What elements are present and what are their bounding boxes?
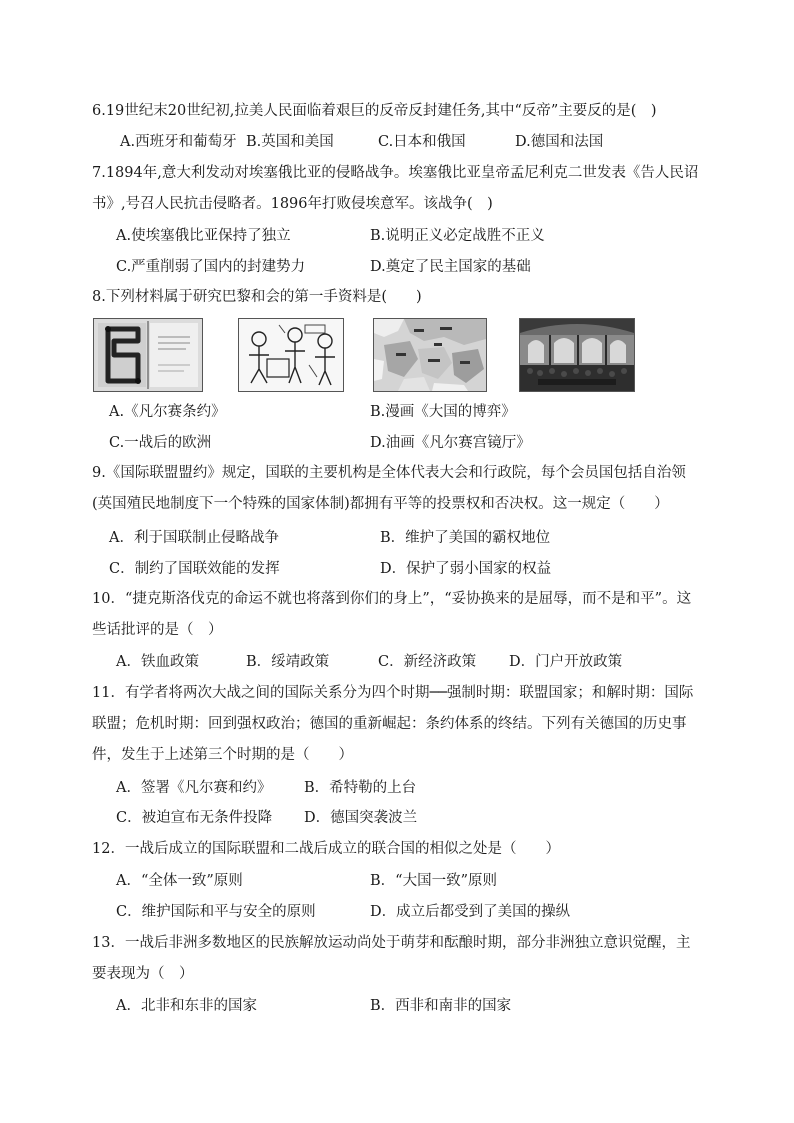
question-11-stem: 11．有学者将两次大战之间的国际关系分为四个时期──强制时期：联盟国家；和解时期：国际联盟；危机时期：回到强权政治；德国的重新崛起：条约体系的终结。下列有关德国的历史事件，发生于上述第三个时期的是（ ） (92, 685, 694, 763)
question-9-option-a: A．利于国联制止侵略战争 (109, 530, 279, 546)
question-8-option-c: C.一战后的欧洲 (109, 435, 212, 451)
hall-of-mirrors-painting (519, 318, 635, 392)
question-8-stem: 8.下列材料属于研究巴黎和会的第一手资料是( ) (92, 289, 422, 305)
question-9-option-d: D．保护了弱小国家的权益 (380, 561, 552, 577)
question-7-option-d: D.奠定了民主国家的基础 (370, 259, 531, 275)
question-9-option-c: C．制约了国联效能的发挥 (109, 561, 280, 577)
question-7-option-c: C.严重削弱了国内的封建势力 (116, 259, 306, 275)
question-10-option-b: B．绥靖政策 (246, 654, 330, 670)
question-12-option-b: B．“大国一致”原则 (370, 873, 497, 889)
question-7-option-b: B.说明正义必定战胜不正义 (370, 228, 545, 244)
question-6-option-c: C.日本和俄国 (378, 134, 466, 150)
europe-map-image (373, 318, 487, 392)
question-12-option-a: A．“全体一致”原则 (116, 873, 243, 889)
question-7-option-a: A.使埃塞俄比亚保持了独立 (116, 228, 291, 244)
question-10-option-a: A．铁血政策 (116, 654, 199, 670)
question-10-option-c: C．新经济政策 (378, 654, 477, 670)
question-8-option-b: B.漫画《大国的博弈》 (370, 404, 516, 420)
question-12-option-c: C．维护国际和平与安全的原则 (116, 904, 316, 920)
question-11-option-b: B．希特勒的上台 (304, 780, 417, 796)
question-12-stem: 12．一战后成立的国际联盟和二战后成立的联合国的相似之处是（ ） (92, 841, 560, 857)
question-11-option-a: A．签署《凡尔赛和约》 (116, 780, 272, 796)
question-13-stem: 13．一战后非洲多数地区的民族解放运动尚处于萌芽和酝酿时期，部分非洲独立意识觉醒，主要表现为（ ） (92, 935, 691, 982)
cartoon-image (238, 318, 344, 392)
question-11-option-d: D．德国突袭波兰 (304, 810, 418, 826)
question-9-stem: 9.《国际联盟盟约》规定，国联的主要机构是全体代表大会和行政院，每个会员国包括自治领(英国殖民地制度下一个特殊的国家体制)都拥有平等的投票权和否决权。这一规定（ ） (92, 465, 686, 512)
question-10-stem: 10．“捷克斯洛伐克的命运不就也将落到你们的身上”，“妥协换来的是屈辱，而不是和平”。这些话批评的是（ ） (92, 591, 692, 638)
question-6-stem: 6.19世纪末20世纪初,拉美人民面临着艰巨的反帝反封建任务,其中“反帝”主要反的是( ) (92, 103, 657, 119)
question-8-option-d: D.油画《凡尔赛宫镜厅》 (370, 435, 531, 451)
question-13-option-a: A．北非和东非的国家 (116, 998, 257, 1014)
question-10-option-d: D．门户开放政策 (509, 654, 623, 670)
question-8-option-a: A.《凡尔赛条约》 (109, 404, 226, 420)
question-6-option-a: A.西班牙和葡萄牙 (120, 134, 237, 150)
question-12-option-d: D．成立后都受到了美国的操纵 (370, 904, 571, 920)
question-11-option-c: C．被迫宣布无条件投降 (116, 810, 273, 826)
question-13-option-b: B．西非和南非的国家 (370, 998, 512, 1014)
treaty-book-image (93, 318, 203, 392)
question-6-option-d: D.德国和法国 (515, 134, 604, 150)
question-7-stem: 7.1894年,意大利发动对埃塞俄比亚的侵略战争。埃塞俄比亚皇帝孟尼利克二世发表《告人民诏书》,号召人民抗击侵略者。1896年打败侵埃意军。该战争( ) (92, 165, 699, 212)
question-9-option-b: B．维护了美国的霸权地位 (380, 530, 551, 546)
question-6-option-b: B.英国和美国 (246, 134, 334, 150)
